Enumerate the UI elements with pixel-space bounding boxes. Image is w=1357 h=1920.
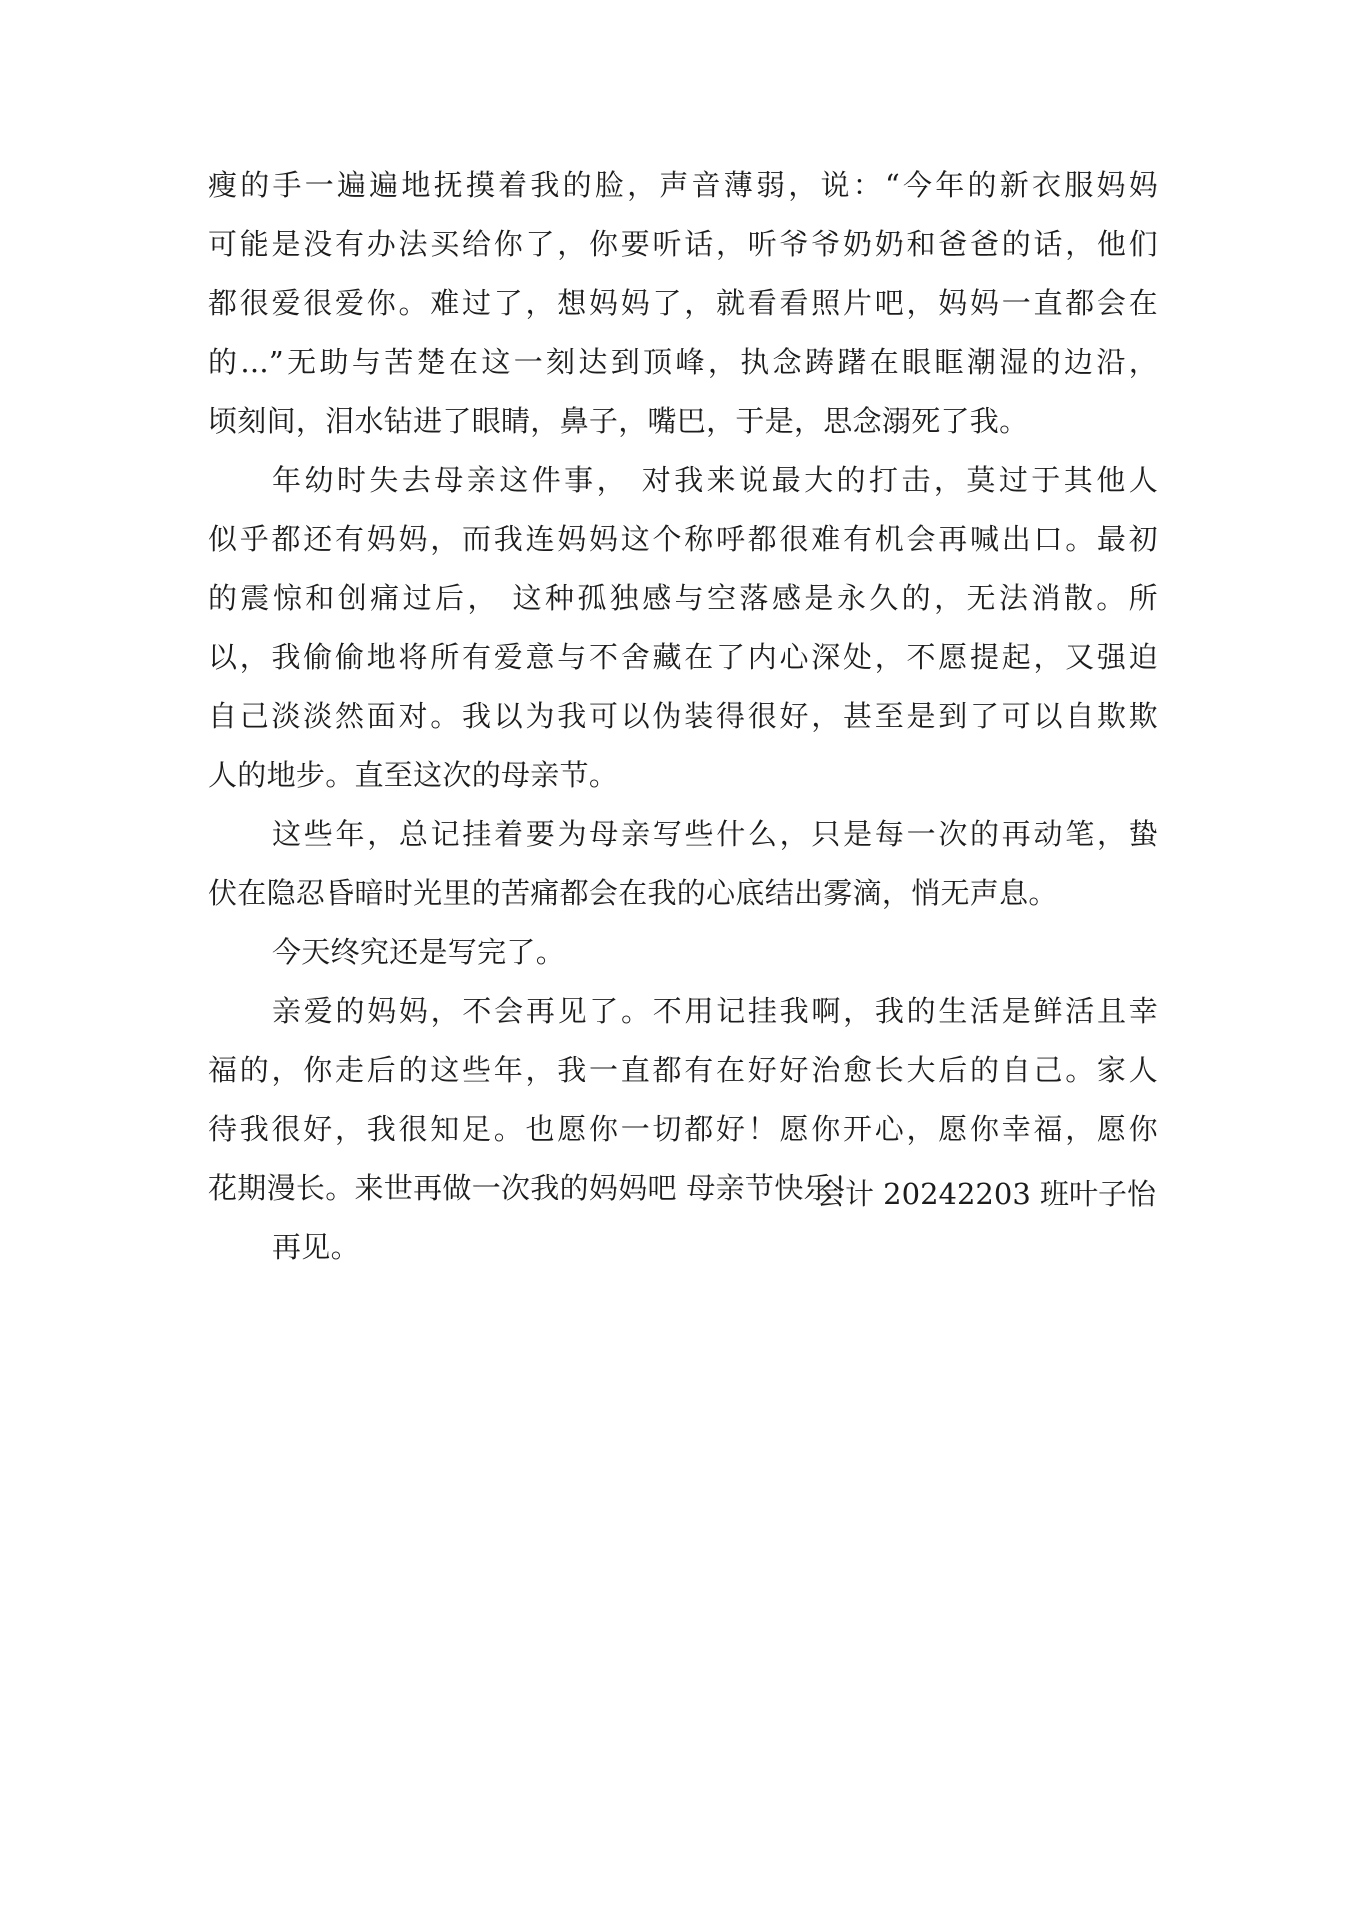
text-line: 花期漫长。来世再做一次我的妈妈吧 母亲节快乐！ [208, 1171, 863, 1205]
text-line: 自己淡淡然面对。我以为我可以伪装得很好，甚至是到了可以自欺欺 [208, 699, 1158, 733]
paragraph-goodbye [208, 1218, 1158, 1277]
text-line: 这些年，总记挂着要为母亲写些什么，只是每一次的再动笔，蛰 [272, 817, 1158, 851]
paragraph-finished [208, 923, 1158, 982]
text-line: 亲爱的妈妈，不会再见了。不用记挂我啊，我的生活是鲜活且幸 [272, 994, 1158, 1028]
text-line: 年幼时失去母亲这件事， 对我来说最大的打击，莫过于其他人 [272, 463, 1158, 497]
text-line: 福的，你走后的这些年，我一直都有在好好治愈长大后的自己。家人 [208, 1053, 1158, 1087]
text-line: 以，我偷偷地将所有爱意与不舍藏在了内心深处，不愿提起，又强迫 [208, 640, 1158, 674]
text-line: 人的地步。直至这次的母亲节。 [208, 758, 619, 792]
text-line: 似乎都还有妈妈，而我连妈妈这个称呼都很难有机会再喊出口。最初 [208, 522, 1158, 556]
paragraph-years [208, 805, 1158, 923]
paragraph-loss [208, 451, 1158, 805]
text-line: 今天终究还是写完了。 [272, 935, 566, 969]
author-signature: 会计 20242203 班叶子怡 [815, 1177, 1156, 1211]
text-line: 的...”无助与苦楚在这一刻达到顶峰，执念踌躇在眼眶潮湿的边沿， [208, 345, 1158, 379]
text-line: 再见。 [272, 1230, 360, 1264]
text-line: 可能是没有办法买给你了，你要听话，听爷爷奶奶和爸爸的话，他们 [208, 227, 1158, 261]
text-line: 待我很好，我很知足。也愿你一切都好！愿你开心，愿你幸福，愿你 [208, 1112, 1158, 1146]
text-line: 的震惊和创痛过后， 这种孤独感与空落感是永久的，无法消散。所 [208, 581, 1158, 615]
text-line: 伏在隐忍昏暗时光里的苦痛都会在我的心底结出雾滴，悄无声息。 [208, 876, 1058, 910]
text-line: 瘦的手一遍遍地抚摸着我的脸，声音薄弱，说：“今年的新衣服妈妈 [208, 168, 1158, 202]
letter-body [208, 156, 1158, 1277]
text-line: 都很爱很爱你。难过了，想妈妈了，就看看照片吧，妈妈一直都会在 [208, 286, 1158, 320]
text-line: 顷刻间，泪水钻进了眼睛，鼻子，嘴巴，于是，思念溺死了我。 [208, 404, 1029, 438]
paragraph-continuation [208, 156, 1158, 451]
